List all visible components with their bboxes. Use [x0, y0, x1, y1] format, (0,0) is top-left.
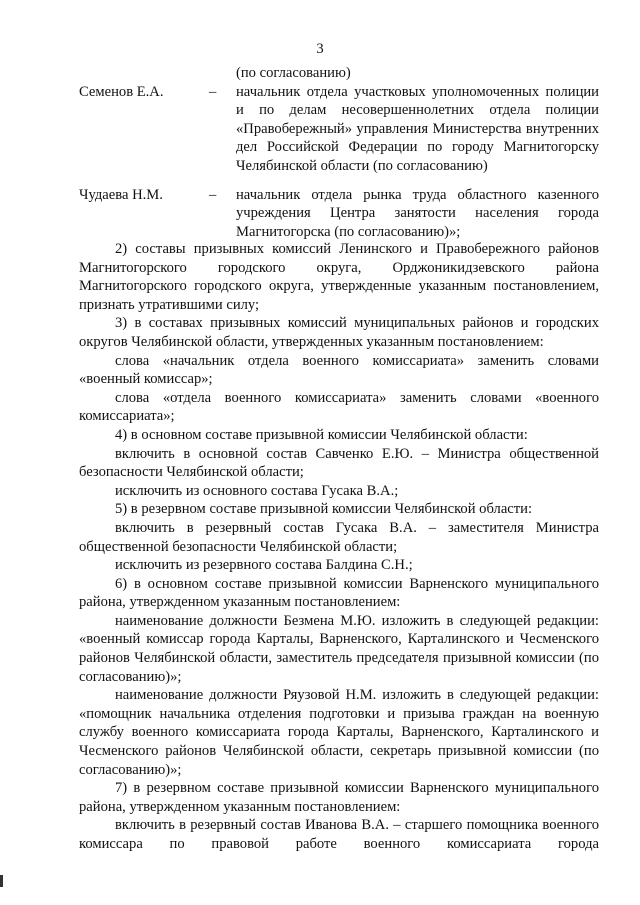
member-name: Чудаева Н.М.: [79, 186, 163, 203]
commission-members-list: [79, 64, 599, 241]
paragraph: включить в основной состав Савченко Е.Ю. – Министра общественной безопасности Челябинской области;: [79, 445, 599, 481]
member-dash: –: [209, 83, 217, 100]
member-dash: [209, 64, 236, 83]
paragraph: 7) в резервном составе призывной комиссии Варненского муниципального района, утвержденном указанным постановлением:: [79, 780, 599, 815]
paragraph: 4) в основном составе призывной комиссии Челябинской области:: [115, 426, 528, 443]
paragraph: слова «начальник отдела военного комиссариата» заменить словами «военный комиссар»;: [79, 352, 599, 388]
paragraph: 6) в основном составе призывной комиссии Варненского муниципального района, утвержденном указанным постановлением:: [79, 575, 599, 611]
paragraph: исключить из основного состава Гусака В.А.;: [115, 482, 399, 499]
paragraph: 2) составы призывных комиссий Ленинского и Правобережного районов Магнитогорского городского округа, Орджоникидзевского района Магнитогорского городского округа, утвержденные указанным постановлением, признать утратившими силу;: [79, 241, 599, 313]
member-entry: [79, 64, 599, 83]
paragraph: наименование должности Безмена М.Ю. изложить в следующей редакции: «военный комиссар города Карталы, Варненского, Карталинского и Чесменского районов Челябинской области, заместитель председателя призывной комиссии (по согласованию)»;: [79, 612, 599, 685]
scan-margin-mark: [0, 875, 3, 887]
paragraph: наименование должности Ряузовой Н.М. изложить в следующей редакции: «помощник начальника отделения подготовки и призыва граждан на военную службу военного комиссариата города Карталы, Варненского, Карталинского и Чесменского районов Челябинской области, секретарь призывной комиссии (по согласованию)»;: [79, 687, 599, 778]
member-dash: –: [209, 186, 217, 203]
member-description: (по согласованию): [236, 65, 351, 81]
member-name: Семенов Е.А.: [79, 83, 164, 100]
page-number: 3: [316, 41, 324, 57]
member-name: [79, 64, 209, 83]
paragraph: 3) в составах призывных комиссий муниципальных районов и городских округов Челябинской области, утвержденных указанным постановлением:: [79, 315, 599, 350]
paragraph: включить в резервный состав Гусака В.А. – заместителя Министра общественной безопасности Челябинской области;: [79, 519, 599, 555]
document-body: [79, 240, 599, 854]
paragraph: слова «отдела военного комиссариата» заменить словами «военного комиссариата»;: [79, 389, 599, 425]
member-entry: [79, 83, 599, 176]
member-description: начальник отдела участковых уполномоченных полиции и по делам несовершеннолетних отдела полиции «Правобережный» управления Министерства внутренних дел Российской Федерации по городу Магнитогорску Челябинской области (по согласованию): [236, 83, 599, 174]
paragraph: 5) в резервном составе призывной комиссии Челябинской области:: [115, 501, 533, 518]
member-description: начальник отдела рынка труда областного казенного учреждения Центра занятости населения города Магнитогорска (по согласованию)»;: [236, 186, 599, 240]
paragraph: включить в резервный состав Иванова В.А. – старшего помощника военного комиссара по правовой работе военного комиссариата города: [79, 817, 599, 852]
member-entry: [79, 186, 599, 242]
paragraph: исключить из резервного состава Балдина С.Н.;: [115, 557, 413, 574]
